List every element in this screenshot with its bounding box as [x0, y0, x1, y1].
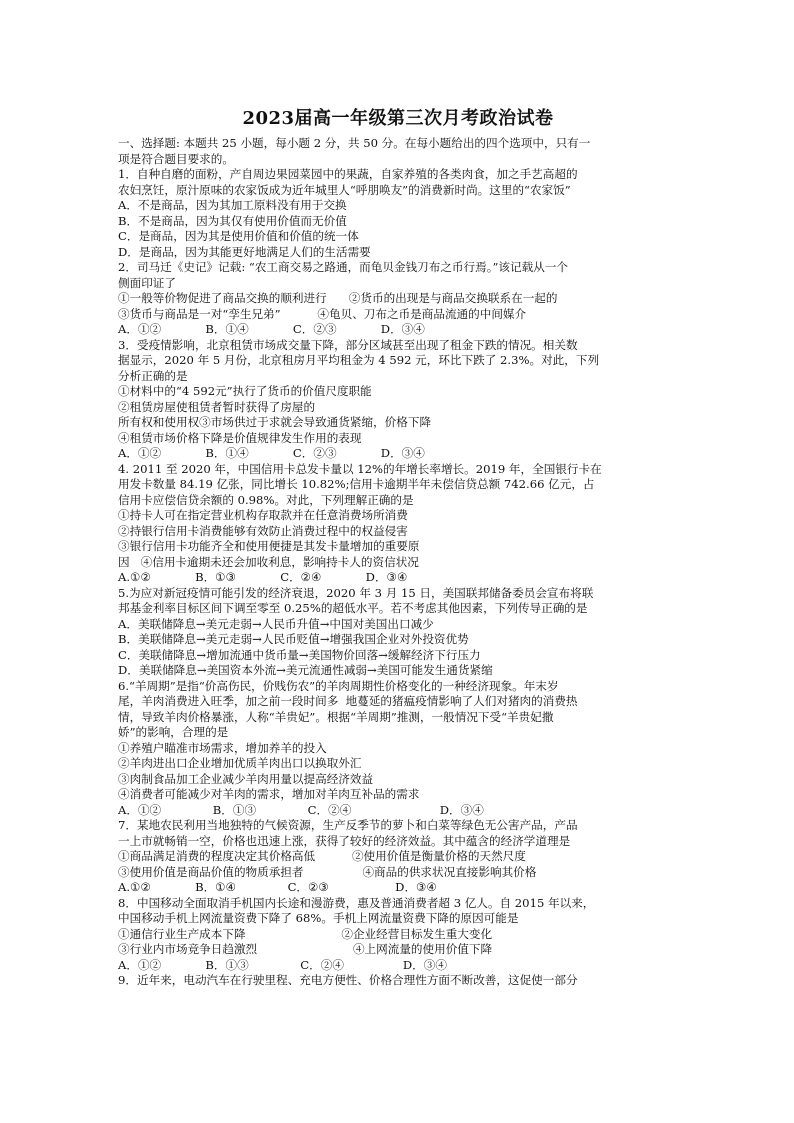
text-line: A．①② B．①④ C．②③ D．③④ [118, 322, 425, 336]
text-line: ②羊肉进出口企业增加优质羊肉出口以换取外汇 [118, 756, 362, 770]
text-line: A.①② B．①④ C．②③ D．③④ [118, 880, 437, 894]
text-line: D．美联储降息→美国资本外流→美元流通性减弱→美国可能发生通货紧缩 [118, 663, 493, 677]
text-line: 4. 2011 至 2020 年，中国信用卡总发卡量以 12%的年增长率增长。2019 年，全国银行卡在 [118, 461, 602, 476]
text-line: ③行业内市场竞争日趋激烈 ④上网流量的使用价值下降 [118, 942, 493, 956]
text-line: ③货币与商品是一对“孪生兄弟” ④龟贝、刀布之币是商品流通的中间媒介 [118, 306, 527, 321]
text-line: A．①② B．①③ C．②④ D．③④ [118, 957, 447, 972]
text-line: ①通信行业生产成本下降 ②企业经营目标发生重大变化 [118, 926, 493, 941]
text-line: 8．中国移动全面取消手机国内长途和漫游费，惠及普通消费者超 3 亿人。自 2015 年以来， [118, 895, 595, 910]
text-line: 信用卡应偿信贷余额的 0.98%。对此，下列理解正确的是 [118, 492, 414, 507]
text-line: ①商品满足消费的程度决定其价格高低 ②使用价值是衡量价格的天然尺度 [118, 849, 526, 863]
text-line: ③银行信用卡功能齐全和使用便捷是其发卡量增加的重要原 [118, 539, 420, 553]
text-line: B．不是商品，因为其仅有使用价值而无价值 [118, 213, 347, 228]
text-line: ②持银行信用卡消费能够有效防止消费过程中的权益侵害 [118, 523, 408, 538]
text-line: C．是商品，因为其是使用价值和价值的统一体 [118, 229, 359, 243]
text-line: ④消费者可能减少对羊肉的需求，增加对羊肉互补品的需求 [118, 787, 420, 801]
text-line: ③使用价值是商品价值的物质承担者 ④商品的供求状况直接影响其价格 [118, 864, 537, 879]
text-line: C．美联储降息→增加流通中货币量→美国物价回落→缓解经济下行压力 [118, 647, 481, 662]
text-line: 因 ④信用卡逾期未还会加收利息，影响持卡人的资信状况 [118, 554, 419, 569]
text-line: 3．受疫情影响，北京租赁市场成交量下降，部分区域甚至出现了租金下跌的情况。相关数 [118, 337, 578, 352]
text-line: A．不是商品，因为其加工原料没有用于交换 [118, 198, 347, 212]
text-line: 2．司马迁《史记》记载: “农工商交易之路通，而龟贝金钱刀布之币行焉。”该记载从一个 [118, 260, 568, 274]
text-line: ①一般等价物促进了商品交换的顺利进行 ②货币的出现是与商品交换联系在一起的 [118, 291, 558, 305]
text-line: B．美联储降息→美元走弱→人民币贬值→增强我国企业对外投资优势 [118, 632, 469, 646]
text-line: 用发卡数量 84.19 亿张，同比增长 10.82%;信用卡逾期半年未偿信贷总额 742.66 亿元，占 [118, 477, 595, 491]
text-line: ①养殖户瞄准市场需求，增加养羊的投入 [118, 740, 327, 755]
text-line: 中国移动手机上网流量资费下降了 68%。手机上网流量资费下降的原因可能是 [118, 911, 519, 925]
text-line: 6.“羊周期”是指“价高伤民，价贱伤农”的羊肉周期性价格变化的一种经济现象。年末岁 [118, 678, 559, 693]
text-line: ①材料中的“4 592元”执行了货币的价值尺度职能 [118, 384, 372, 398]
exam-title: 2023届高一年级第三次月考政治试卷 [242, 108, 554, 129]
text-line: 9．近年来，电动汽车在行驶里程、充电方便性、价格合理性方面不断改善，这促使一部分 [118, 973, 578, 987]
text-line: ④租赁市场价格下降是价值规律发生作用的表现 [118, 430, 362, 445]
text-line: 娇”的影响，合理的是 [118, 725, 229, 739]
text-line: A．美联储降息→美元走弱→人民币升值→中国对美国出口减少 [118, 616, 434, 631]
exam-body [118, 136, 678, 989]
text-line: A.①② B．①③ C．②④ D．③④ [118, 570, 408, 584]
text-line: 分析正确的是 [118, 368, 188, 383]
text-line: 据显示，2020 年 5 月份，北京租房月平均租金为 4 592 元，环比下跌了 2.3%。对此，下列 [118, 353, 600, 367]
text-line: A．①② B．①④ C．②③ D．③④ [118, 446, 425, 460]
text-line: 情，导致羊肉价格暴涨，人称“羊贵妃”。根据“羊周期”推测，一般情况下受“羊贵妃撒 [118, 709, 554, 724]
text-line: 1．自种自磨的面粉，产自周边果园菜园中的果蔬，自家养殖的各类肉食，加之手艺高超的 [118, 167, 578, 181]
text-line: 侧面印证了 [118, 275, 176, 290]
text-line: 所有权和使用权③市场供过于求就会导致通货紧缩，价格下降 [118, 415, 432, 429]
text-line: 5.为应对新冠疫情可能引发的经济衰退，2020 年 3 月 15 日，美国联邦储备委员会宣布将联 [118, 585, 594, 600]
text-line: 一上市就畅销一空，价格也迅速上涨，获得了较好的经济效益。其中蕴含的经济学道理是 [118, 833, 571, 848]
text-line: 邦基金利率目标区间下调至零至 0.25%的超低水平。若不考虑其他因素，下列传导正确的是 [118, 601, 588, 615]
text-line: ③肉制食品加工企业减少羊肉用量以提高经济效益 [118, 771, 374, 786]
text-line: 农妇烹饪，原汁原味的农家饭成为近年城里人“呼朋唤友”的消费新时尚。这里的“农家饭” [118, 182, 571, 197]
text-line: 尾，羊肉消费进入旺季，加之前一段时间多 地蔓延的猪瘟疫情影响了人们对猪肉的消费热 [118, 694, 578, 708]
text-line: ②租赁房屋使租赁者暂时获得了房屋的 [118, 399, 316, 414]
text-line: D．是商品，因为其能更好地满足人们的生活需要 [118, 244, 371, 259]
text-line: 项是符合题目要求的。 [118, 151, 234, 166]
exam-page [118, 104, 678, 989]
text-line: A．①② B．①③ C．②④ D．③④ [118, 802, 484, 817]
text-line: 一、选择题: 本题共 25 小题，每小题 2 分，共 50 分。在每小题给出的四个选项中，只有一 [118, 136, 591, 150]
text-line: 7．某地农民利用当地独特的气候资源，生产反季节的萝卜和白菜等绿色无公害产品，产品 [118, 818, 578, 832]
text-line: ①持卡人可在指定营业机构存取款并在任意消费场所消费 [118, 508, 408, 522]
